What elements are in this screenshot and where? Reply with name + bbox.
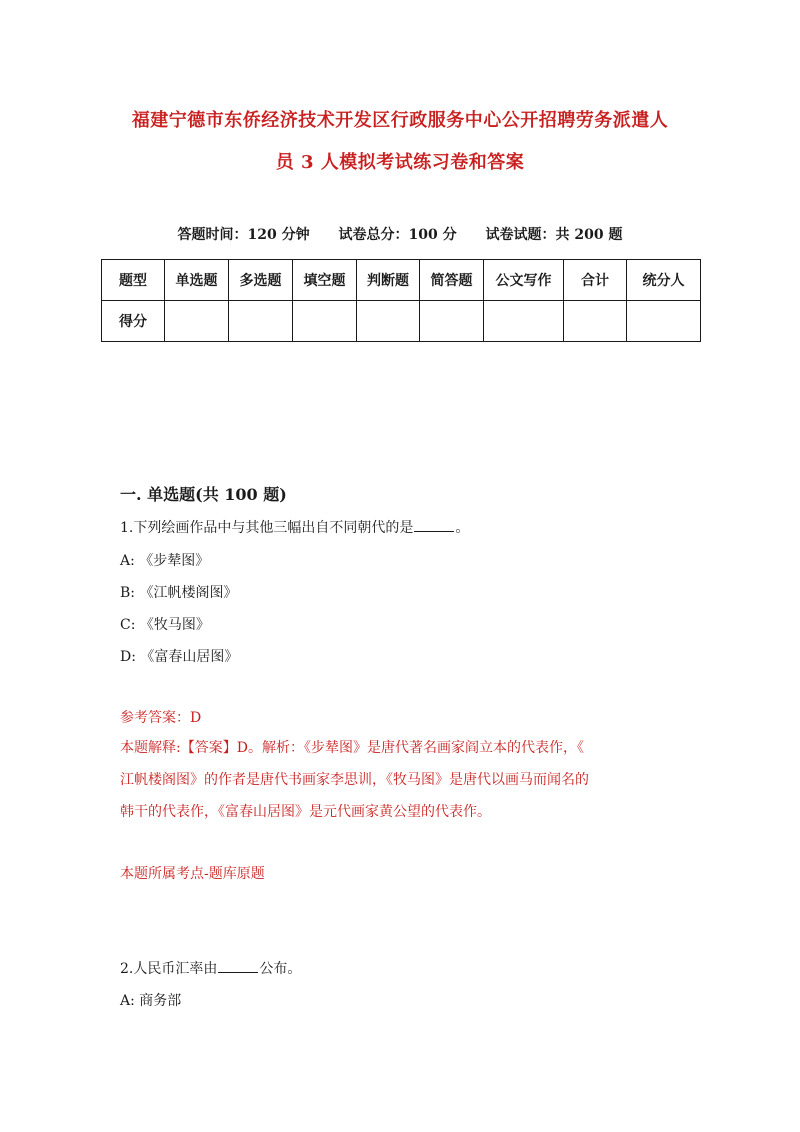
question-1-option-a: A: 《步辇图》	[120, 553, 210, 569]
score-row-label: 得分	[102, 301, 165, 342]
score-table-header: 判断题	[357, 260, 420, 301]
answer-blank	[218, 960, 258, 973]
score-cell	[165, 301, 229, 342]
score-table	[101, 259, 701, 342]
question-2-stem	[120, 958, 301, 978]
question-1-option-d: D: 《富春山居图》	[120, 649, 239, 665]
score-cell	[420, 301, 484, 342]
score-table-header: 简答题	[420, 260, 484, 301]
question-1-stem-text: 1.下列绘画作品中与其他三幅出自不同朝代的是	[120, 520, 414, 536]
exam-time: 答题时间：120 分钟	[177, 227, 310, 243]
score-cell	[484, 301, 564, 342]
score-table-header: 题型	[102, 260, 165, 301]
score-table-header: 单选题	[165, 260, 229, 301]
score-table-header: 公文写作	[484, 260, 564, 301]
question-1-answer: 参考答案：D	[120, 710, 202, 726]
document-title-line-1: 福建宁德市东侨经济技术开发区行政服务中心公开招聘劳务派遣人	[131, 110, 669, 131]
question-1-explanation-line-3: 韩干的代表作，《富春山居图》是元代画家黄公望的代表作。	[120, 804, 491, 820]
question-1-stem-end: 。	[455, 520, 470, 536]
question-2-stem-text: 2.人民币汇率由	[120, 961, 218, 977]
score-table-header: 合计	[564, 260, 627, 301]
section-heading: 一. 单选题(共 100 题)	[120, 485, 287, 504]
exam-meta	[100, 224, 700, 244]
question-1-explanation-line-2: 江帆楼阁图》的作者是唐代书画家李思训，《牧马图》是唐代以画马而闻名的	[120, 772, 589, 788]
question-1-stem	[120, 517, 469, 537]
question-2-stem-end: 公布。	[259, 961, 302, 977]
score-table-header-row	[102, 260, 701, 301]
score-table-row	[102, 301, 701, 342]
score-cell	[357, 301, 420, 342]
score-table-header: 多选题	[229, 260, 293, 301]
score-cell	[627, 301, 701, 342]
exam-total-questions: 试卷试题：共 200 题	[485, 227, 623, 243]
score-table-header: 统分人	[627, 260, 701, 301]
score-table-header: 填空题	[293, 260, 357, 301]
question-1-source: 本题所属考点-题库原题	[120, 866, 265, 882]
question-1-option-c: C: 《牧马图》	[120, 617, 210, 633]
answer-blank	[414, 519, 454, 532]
question-1-option-b: B: 《江帆楼阁图》	[120, 585, 238, 601]
exam-total-score: 试卷总分：100 分	[338, 227, 457, 243]
score-cell	[229, 301, 293, 342]
score-cell	[293, 301, 357, 342]
question-1-explanation-line-1: 本题解释:【答案】D。解析：《步辇图》是唐代著名画家阎立本的代表作，《	[120, 740, 584, 756]
question-2-option-a: A: 商务部	[120, 993, 182, 1009]
score-cell	[564, 301, 627, 342]
document-title-line-2: 员 3 人模拟考试练习卷和答案	[275, 152, 525, 173]
